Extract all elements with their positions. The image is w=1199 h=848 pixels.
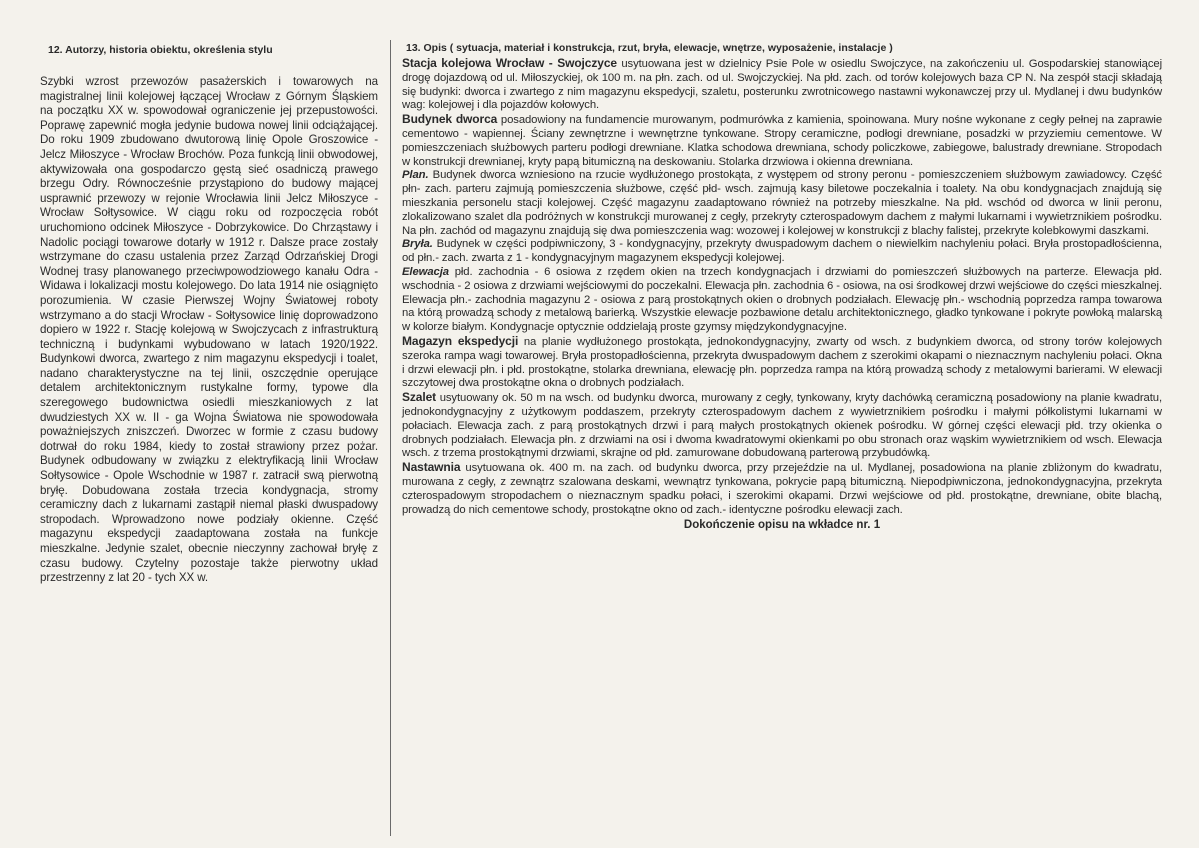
continuation-note: Dokończenie opisu na wkładce nr. 1 [683,519,881,532]
description-heading: 13. Opis ( sytuacja, materiał i konstrukcja, rzut, bryła, elewacje, wnętrze, wyposażenie, instalacje ) [406,42,893,54]
paragraph-signal-box [402,461,1162,517]
lead-elevation: Elewacja [402,265,449,278]
lead-station: Stacja kolejowa Wrocław - Swojczyce [402,56,617,70]
body-form: Budynek w części podpiwniczony, 3 - kondygnacyjny, przekryty dwuspadowym dachem o niewielkim nachyleniu połaci. Bryła prostopadłościenna, od płn.- zach. zwarta z 1 - kondygnacyjnym magazynem ekspedycji kolejowej. [402,238,1162,265]
body-station: usytuowana jest w dzielnicy Psie Pole w osiedlu Swojczyce, na zakończeniu ul. Gospodarskiej stanowiącej drogę dojazdową od ul. Miłoszyckiej, ok 100 m. na płn. zach. od ul. Swojczyckiej. Na płd. zach. od torów kolejowych baza CP N. Na zespół stacji składają się budynki: dworca i zwartego z nim magazynu ekspedycji, szaletu, posterunku zwrotnicowego nastawni wykonawczej przy ul. Mydlanej i dwu budynków wag: kolejowej i dla pojazdów kołowych. [402,58,1162,112]
lead-plan: Plan. [402,169,429,182]
paragraph-toilet [402,391,1162,461]
body-toilet: usytuowany ok. 50 m na wsch. od budynku dworca, murowany z cegły, tynkowany, kryty dachówką ceramiczną posadowiony na planie kwadratu, jednokondygnacyjny z użytkowym poddaszem, przekryty czterospadowym dachem z wywietrznikiem pośrodku i małymi półkolistymi lukarnami w połaciach. Elewacja zach. z parą prostokątnych drzwi i parą małych prostokątnych okienek pośrodku. W górnej części elewacji płd. trzy okienka o drobnych podziałach. Elewacja płn. z drzwiami na osi i dwoma kwadratowymi okienkami po obu stronach oraz wąskim wywietrznikiem od wsch. Elewacja wsch. z trzema prostokątnymi drzwiami, skrajne od płd. zamurowane dobudowaną parterową przybudówką. [402,392,1162,460]
lead-toilet: Szalet [402,390,437,405]
paragraph-plan [402,169,1162,238]
history-text: Szybki wzrost przewozów pasażerskich i towarowych na magistralnej linii kolejowej łączącej Wrocław z Górnym Śląskiem na początku XX w. spowodował ograniczenie jej przepustowości. Poprawę zapewnić mogła jedynie budowa nowej linii odciążającej. Do roku 1909 zbudowano dwutorową linię Opole Groszowice - Jelcz Miłoszyce - Wrocław Brochów. Poza funkcją linii obwodowej, aktywizowała ona gospodarczo gęstą sieć osadniczą prawego brzegu Odry. Równocześnie przystąpiono do budowy mającej usprawnić przewozy w rejonie Wrocławia linii Jelcz Miłoszyce - Wrocław Sołtysowice. W ciągu roku od rozpoczęcia robót uruchomiono odcinek Miłoszyce - Dobrzykowice. Do Chrząstawy i Nadolic pociągi towarowe dotarły w 1912 r. Dalsze prace zostały wstrzymane do czasu ustalenia przez Zarząd Odrzańskiej Drogi Wodnej trasy planowanego przeciwpowodziowego kanału Odra - Widawa i lokalizacji mostu kolejowego. Do lata 1914 nie osiągnięto porozumienia. W czasie Pierwszej Wojny Światowej roboty wstrzymano a do stacji Wrocław - Sołtysowice linię doprowadzono dopiero w 1922 r. Stację kolejową w Swojczycach z infrastrukturą techniczną i budynkami wybudowano w latach 1920/1922. Budynkowi dworca, zwartego z nim magazynu ekspedycji i toalet, nadano charakterystyczne na tej linii, oszczędnie operujące detalem architektonicznym rustykalne formy, typowe dla szeregowego budownictwa osiedli mieszkaniowych z lat dwudziestych XX w. II - ga Wojna Światowa nie spowodowała poważniejszych zniszczeń. Dworzec w formie z czasu budowy dotrwał do roku 1984, kiedy to został strawiony przez pożar. Budynek odbudowany w związku z elektryfikacją linii Wrocław Sołtysowice - Opole Wschodnie w 1987 r. zatracił swą pierwotną bryłę. Dobudowana została trzecia kondygnacja, stromy ceramiczny dach z lukarnami zastąpił niemal płaski dwuspadowy stropodach. Wprowadzono nowe podziały okienne. Część magazynu ekspedycji zaadaptowana została na funkcje mieszkalne. Jedynie szalet, obecnie nieczynny zachował bryłę z czasu budowy. Czytelny pozostaje także pierwotny układ przestrzenny z lat 20 - tych XX w. [40,75,378,585]
description-text [402,57,1162,532]
lead-warehouse: Magazyn ekspedycji [402,333,519,348]
lead-station-building: Budynek dworca [402,112,498,127]
history-heading: 12. Autorzy, historia obiektu, określenia stylu [48,44,273,56]
left-column [40,38,378,586]
body-station-building: posadowiony na fundamencie murowanym, podmurówka z kamienia, spoinowana. Mury nośne wykonane z cegły pełnej na zaprawie cementowo - wapiennej. Ściany zewnętrzne i wewnętrzne tynkowane. Stropy ceramiczne, podłogi drewniane, posadzki w przyziemiu cementowe. W pomieszczeniach służbowych parteru podłogi drewniane. Klatka schodowa drewniana, schody policzkowe, zabiegowe, balustrady drewniane. Stropodach w konstrukcji drewnianej, kryty papą bitumiczną na deskowaniu. Stolarka drzwiowa i okienna drewniana. [402,114,1162,168]
right-column [402,42,1162,532]
lead-form: Bryła. [402,238,433,251]
lead-signal-box: Nastawnia [402,460,461,475]
body-warehouse: na planie wydłużonego prostokąta, jednokondygnacyjny, zwarty od wsch. z budynkiem dworca, od strony torów kolejowych szeroka rampa wagi towarowej. Bryła prostopadłościenna, przekryta dwuspadowym dachem z szerokimi okapami o nieznacznym nachyleniu połaci. Okna i drzwi elewacji płn. i płd. prostokątne, stolarka drewniana, elewację płn. poprzedza rampa na którą prowadzą schody z metalowymi barierami. W elewacji szczytowej dwa prostokątne okna o drobnych podziałach. [402,335,1162,390]
body-signal-box: usytuowana ok. 400 m. na zach. od budynku dworca, przy przejeździe na ul. Mydlanej, posadowiona na planie zbliżonym do kwadratu, murowana z cegły, z zewnątrz szalowana deskami, wewnątrz tynkowana, pokrycie papą bitumiczną. Niepodpiwniczona, jednokondygnacyjna, przekryta czterospadowym stropodachem o nieznacznym spadku połaci, i szerokimi okapami. Drzwi wejściowe od płd. prostokątne, drewniane, obite blachą, prowadzą do nich cementowe schody, prostokątne okno od zach.- identyczne pośrodku elewacji zach. [402,462,1162,516]
body-elevation: płd. zachodnia - 6 osiowa z rzędem okien na trzech kondygnacjach i drzwiami do pomieszczeń służbowych na parterze. Elewacja płd. wschodnia - 2 osiowa z drzwiami wejściowymi do poczekalni. Elewacja płn. zachodnia 6 - osiowa, na osi środkowej drzwi wejściowe do części mieszkalnej. Elewacja płn.- zachodnia magazynu 2 - osiowa z parą prostokątnych okien o drobnych podziałach. Elewację płn.- wschodnią poprzedza rampa towarowa na którą prowadzą schody z metalową barierką. Wszystkie elewacje pozbawione detalu architektonicznego, gładko tynkowane i pokryte powłoką malarską w kolorze białym. Kondygnacje optycznie oddzielają proste gzymsy międzykondygnacyjne. [402,265,1162,334]
paragraph-station [402,57,1162,113]
paragraph-station-building [402,113,1162,169]
paragraph-warehouse [402,335,1162,391]
paragraph-form [402,238,1162,266]
column-divider [390,40,391,836]
paragraph-elevation [402,266,1162,335]
body-plan: Budynek dworca wzniesiono na rzucie wydłużonego prostokąta, z występem od strony peronu - pomieszczeniem służbowym zawiadowcy. Część płn- zach. parteru zajmują pomieszczenia służbowe, część płd- wsch. zajmują kasy biletowe poczekalnia i toalety. Na obu kondygnacjach znajdują się mieszkania personelu stacji kolejowej. Część magazynu zaadaptowano również na potrzeby mieszkalne. Na płd. wschód od dworca w linii peronu, zlokalizowano szalet dla podróżnych w konstrukcji murowanej z cegły, przekryty czterospadowym dachem z małymi lukarnami i wywietrznikiem pośrodku. Na płn. zachód od magazynu znajdują się dwa pomieszczenia wag: wozowej i kolejowej w konstrukcji z blachy falistej, przekryte kolebkowymi daszkami. [402,169,1162,237]
